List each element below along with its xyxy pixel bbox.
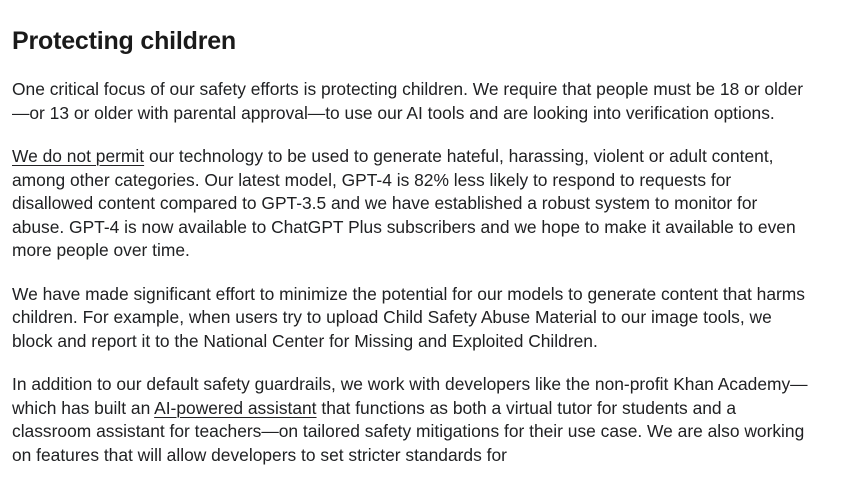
ai-powered-assistant-link[interactable]: AI-powered assistant	[154, 397, 317, 418]
article	[12, 0, 812, 467]
paragraph-age-requirement: One critical focus of our safety efforts is protecting children. We require that people must be 18 or older—or 13 or older with parental approval—to use our AI tools and are looking into verification options.	[12, 79, 804, 123]
usage-policies-link[interactable]: We do not permit	[12, 146, 145, 166]
paragraph-developer-guardrails	[12, 373, 812, 467]
paragraph-csam-reporting: We have made significant effort to minimize the potential for our models to generate content that harms children. For example, when users try to upload Child Safety Abuse Material to our image tools, we block and report it to the National Center for Missing and Exploited Children.	[12, 283, 805, 351]
paragraph-text: that functions as both a virtual tutor for students and a classroom assistant for teachers—on tailored safety mitigations for their use case. We are also working on features that will allow developers to set stricter standards for	[12, 397, 805, 465]
paragraph-text: In addition to our default safety guardrails, we work with developers like the non-profit Khan Academy—which has built an	[12, 374, 808, 418]
paragraph-text: our technology to be used to generate hateful, harassing, violent or adult content, among other categories. Our latest model, GPT-4 is 82% less likely to respond to requests for disallowed content compared to GPT-3.5 and we have established a robust system to monitor for abuse. GPT-4 is now available to ChatGPT Plus subscribers and we hope to make it available to even more people over time.	[12, 146, 796, 260]
section-heading: Protecting children	[12, 27, 237, 55]
paragraph-usage-policy	[12, 145, 812, 263]
